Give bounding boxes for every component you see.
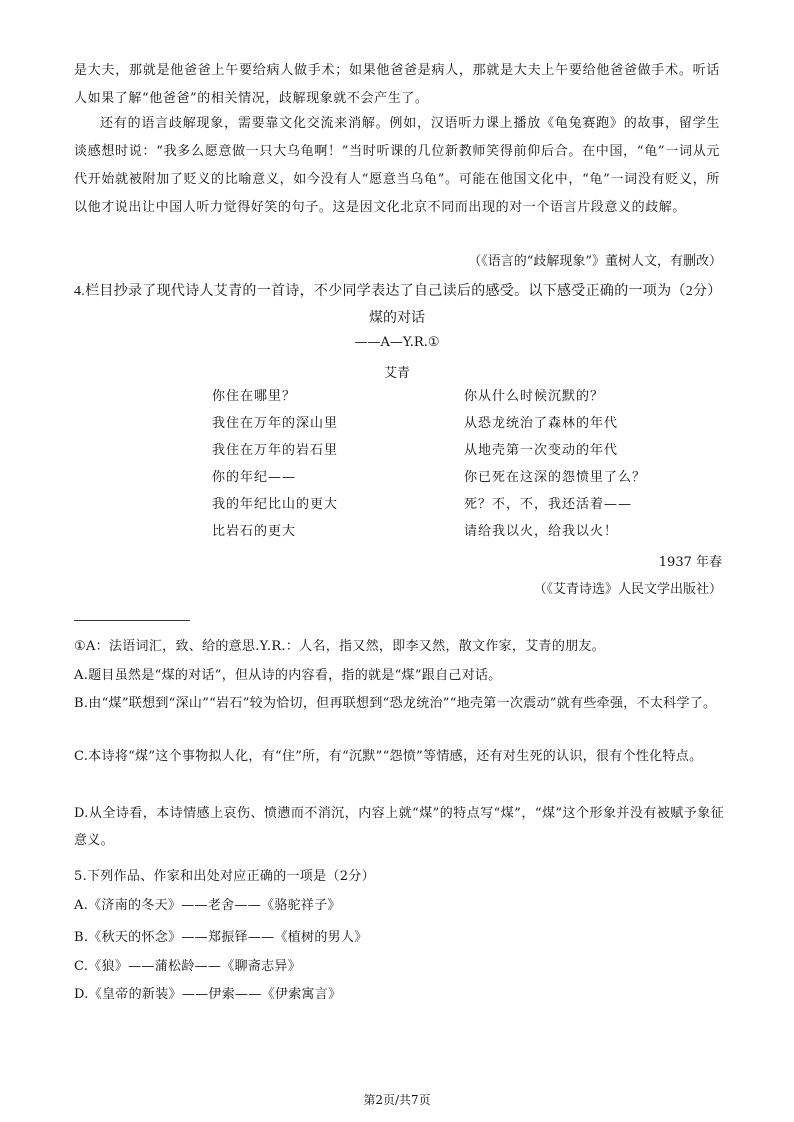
- poem-line: 你从什么时候沉默的？: [464, 389, 605, 404]
- question-5-stem: 5.下列作品、作家和出处对应正确的一项是（2分）: [74, 869, 375, 884]
- poem-line: 从地壳第一次变动的年代: [464, 443, 619, 458]
- poem-title: 煤的对话: [369, 310, 425, 326]
- poem-line: 你住在哪里？: [212, 389, 297, 404]
- poem-publisher: （《艾青诗选》人民文学出版社）: [533, 582, 722, 597]
- passage-paragraph-1: 是大夫，那就是他爸爸上午要给病人做手术；如果他爸爸是病人，那就是大夫上午要给他爸爸做手术。听话人如果了解“他爸爸”的相关情况，歧解现象就不会产生了。: [74, 63, 720, 106]
- poem-line: 你已死在这深的怨愤里了么？: [464, 470, 647, 485]
- question-5-option-a: A.《济南的冬天》——老舍——《骆驼祥子》: [74, 898, 341, 913]
- passage-paragraph-2: 还有的语言歧解现象，需要靠文化交流来消解。例如，汉语听力课上播放《龟兔赛跑》的故事，留学生谈感想时说：“我多么愿意做一只大乌龟啊！”当时听课的几位新教师笑得前仰后合。在中国，“龟”一词从元代开始就被附加了贬义的比喻意义，如今没有人“愿意当乌龟”。可能在他国文化中，“龟”一词没有贬义，所以他才说出让中国人听力觉得好笑的句子。这是因文化北京不同而出现的对一个语言片段意义的歧解。: [74, 116, 720, 215]
- question-4-stem: 4.栏目抄录了现代诗人艾青的一首诗，不少同学表达了自己读后的感受。以下感受正确的一项为（2分）: [74, 284, 722, 299]
- page-number: 第2页/共7页: [363, 1093, 431, 1107]
- question-4-option-c: C.本诗将“煤”这个事物拟人化，有“住”所，有“沉默”“怨愤”等情感，还有对生死的认识，很有个性化特点。: [74, 749, 703, 764]
- poem-line: 我的年纪比山的更大: [212, 497, 339, 512]
- question-5-option-c: C.《狼》——蒲松龄——《聊斋志异》: [74, 959, 302, 974]
- poem-left-column: [212, 383, 452, 545]
- poem-date: 1937 年春: [658, 555, 722, 570]
- poem-line: 我住在万年的岩石里: [212, 443, 339, 458]
- poem-line: 你的年纪——: [212, 470, 297, 485]
- footnote-divider: [74, 620, 190, 621]
- poem-dedication: ——A—Y.R.①: [354, 335, 440, 350]
- poem-right-column: [464, 383, 724, 545]
- poem-line: 从恐龙统治了森林的年代: [464, 416, 619, 431]
- poem-line: 比岩石的更大: [212, 524, 297, 539]
- question-4-option-a: A.题目虽然是“煤的对话”，但从诗的内容看，指的就是“煤”跟自己对话。: [74, 668, 502, 683]
- poem-author: 艾青: [383, 366, 410, 381]
- question-5-option-d: D.《皇帝的新装》——伊索——《伊索寓言》: [74, 987, 342, 1002]
- poem-line: 死？不，不，我还活着——: [464, 497, 633, 512]
- poem-line: 请给我以火，给我以火！: [464, 524, 619, 539]
- passage-source: （《语言的“歧解现象”》董树人文，有删改）: [468, 254, 722, 269]
- poem-line: 我住在万年的深山里: [212, 416, 339, 431]
- question-5-option-b: B.《秋天的怀念》——郑振铎——《植树的男人》: [74, 930, 368, 945]
- footnote: ①A：法语词汇，致、给的意思.Y.R.：人名，指又然，即李又然，散文作家，艾青的朋友。: [74, 639, 606, 654]
- question-4-option-d: D.从全诗看，本诗情感上哀伤、愤懑而不消沉，内容上就“煤”的特点写“煤”，“煤”这个形象并没有被赋予象征意义。: [74, 806, 724, 848]
- question-4-option-b: B.由“煤”联想到“深山”“岩石”较为恰切，但再联想到“恐龙统治”“地壳第一次震动”就有些牵强，不太科学了。: [74, 696, 717, 711]
